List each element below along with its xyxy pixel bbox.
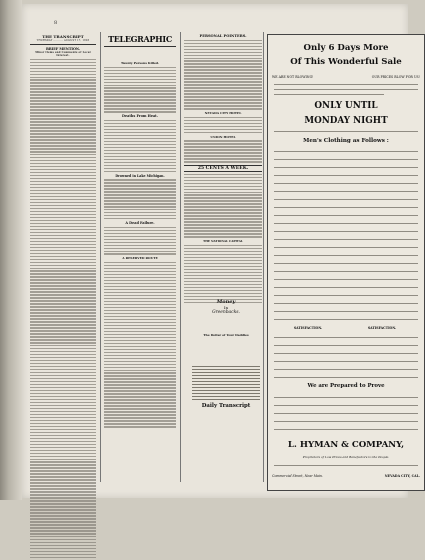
national-capital-heading: THE NATIONAL CAPITAL [203,239,243,244]
col2-body-text-5 [104,262,176,428]
ad-monday-night: MONDAY NIGHT [304,116,388,126]
ad-text-line [274,239,418,240]
ad-text-line [274,413,418,414]
page-number: 8 [54,20,58,26]
ad-satisfaction-1: SATISFACTION. [293,326,323,330]
ad-text-line [274,231,418,232]
brief-mention-subhead: Minor Items and Comments of Local Interest. [35,51,91,57]
ad-address: Commercial Street, Near Main. [272,474,323,478]
col2-body-text-1 [104,67,176,113]
ad-text-line [274,287,418,288]
ad-text-line [274,369,418,370]
column-3 [184,34,262,296]
ad-only-until: ONLY UNTIL [314,101,378,111]
newspaper-page [22,4,420,498]
ad-text-line [274,215,418,216]
ad-title-line-1: Only 6 Days More [303,43,389,53]
ad-text-line [274,397,418,398]
masthead-dateline: THURSDAY .......... AUGUST 17, 1893 [36,39,90,42]
promo-dollar: The Dollar of Your Daddies [203,333,249,337]
promo-in: In [223,305,229,310]
col2-body-text-3 [104,179,176,219]
ad-text-line [274,84,418,85]
ad-text-line [274,191,418,192]
ad-text-line [274,255,418,256]
divider [30,44,96,45]
telegraphic-sub-1: Twenty Persons Killed. [120,61,160,65]
book-binding [0,0,22,500]
ad-text-line [274,247,418,248]
ad-text-line [274,421,418,422]
ad-text-line [274,131,418,132]
promo-daily-transcript: Daily Transcript [201,403,251,409]
ad-text-line [274,223,418,224]
hotel-heading-2: UNION HOTEL [210,134,236,139]
col1-body-text [30,59,96,559]
ad-text-line [274,295,418,296]
ad-company-name: L. HYMAN & COMPANY, [287,440,405,450]
ad-text-line [274,175,418,176]
market-table [192,364,260,402]
ad-text-line [274,89,418,90]
column-1 [30,34,96,560]
ad-text-line [274,465,418,466]
telegraphic-heading: TELEGRAPHIC [108,34,172,44]
col3-body-text-2 [184,117,262,133]
masthead-paper-name: THE TRANSCRIPT [42,34,84,39]
ad-text-line [274,361,418,362]
ad-city: NEVADA CITY, CAL. [384,474,420,478]
hotel-heading-1: NEVADA CITY HOTEL [204,111,242,116]
ad-text-line [274,94,384,95]
ad-text-line [274,183,418,184]
ad-text-line [274,377,418,378]
promo-greenbacks: Greenbacks. [212,310,240,315]
hyman-advertisement [267,34,425,491]
ad-text-line [274,303,418,304]
ad-text-line [274,337,418,338]
column-rule [180,32,181,482]
ad-text-line [274,207,418,208]
telegraphic-sub-3: Drowned in Lake Michigan. [115,173,165,178]
ad-title-line-2: Of This Wonderful Sale [290,57,402,67]
col2-body-text-4 [104,227,176,255]
ad-text-line [274,159,418,160]
telegraphic-sub-4: A Dead Failure. [125,221,155,226]
telegraphic-sub-2: Deaths From Heat. [122,114,158,119]
ad-text-line [274,271,418,272]
column-rule [263,32,264,482]
divider [104,46,176,47]
personal-pointers-heading: PERSONAL POINTERS. [199,34,247,38]
telegraphic-sub-5: A RESERVED ROUTE [122,256,158,261]
ad-text-line [274,319,418,320]
column-rule [100,32,101,482]
ad-text-line [274,151,418,152]
ad-text-line [274,353,418,354]
col3-body-text-4 [184,174,262,238]
col3-body-text-3 [184,140,262,162]
ad-prepared-line: We are Prepared to Prove [307,383,385,389]
subscription-price: 25 CENTS A WEEK. [184,165,262,172]
col2-body-text-2 [104,120,176,172]
ad-text-line [274,429,418,430]
ad-left-note: WE ARE NOT BLOWING! [272,75,314,79]
ad-text-line [274,167,418,168]
promo-money: Money [216,299,236,305]
ad-text-line [274,279,418,280]
brief-mention-heading: BRIEF MENTION. [45,47,80,51]
col3-body-text-5 [184,245,262,303]
ad-text-line [274,345,418,346]
col3-body-text-1 [184,40,262,110]
ad-satisfaction-2: SATISFACTION. [367,326,397,330]
column-2 [104,34,176,429]
ad-text-line [274,405,418,406]
ad-company-subtitle: Proprietors of Low Prices and Benefactors to the People. [302,455,390,459]
ad-mens-heading: Men's Clothing as Follows : [303,138,389,144]
ad-text-line [274,199,418,200]
ad-right-note: OUR PRICES BLOW FOR US! [371,75,420,79]
ad-text-line [274,311,418,312]
ad-text-line [274,263,418,264]
